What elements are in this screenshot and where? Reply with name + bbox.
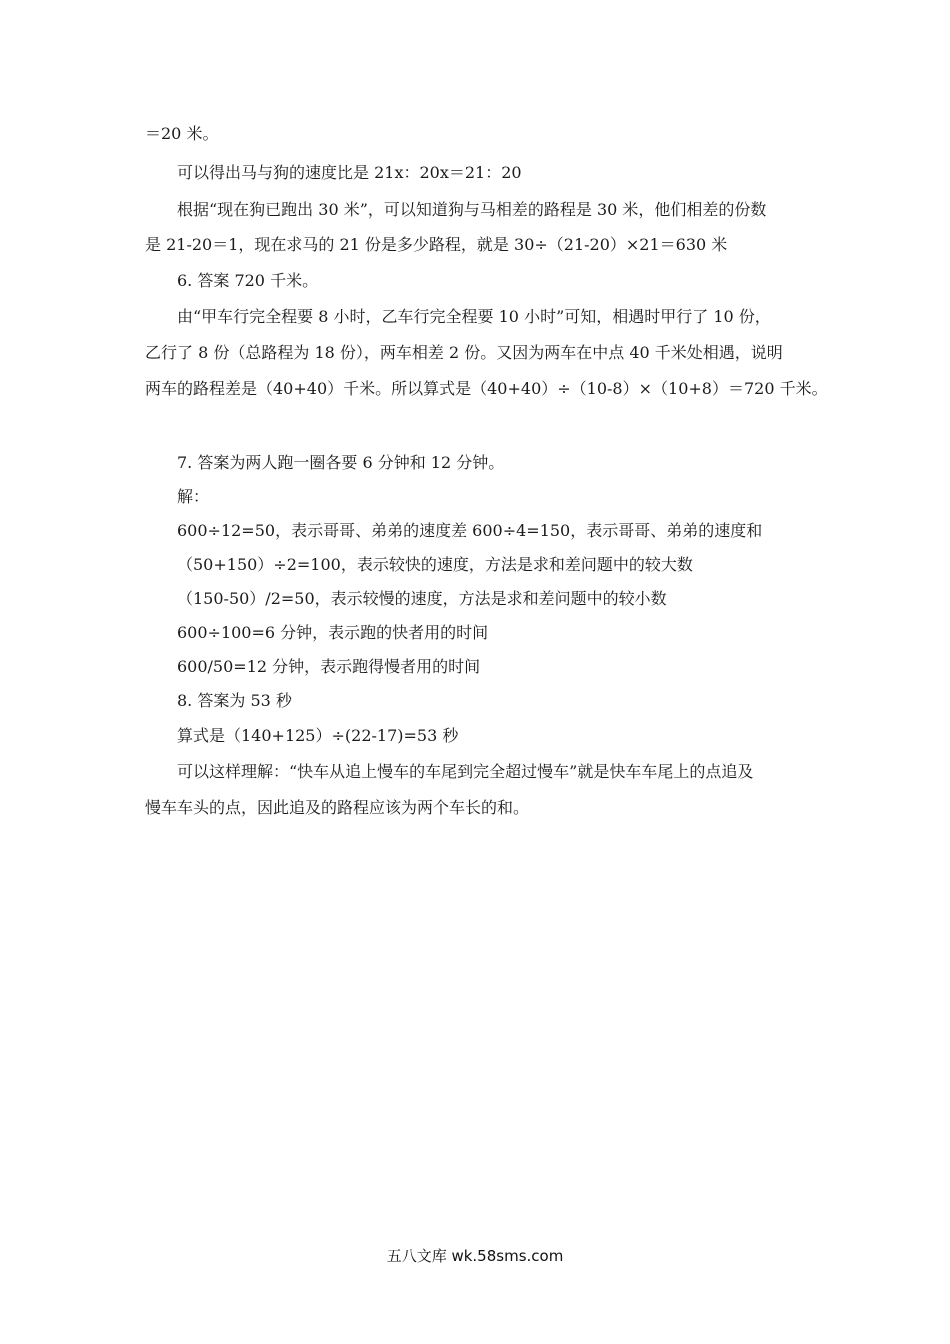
s7-line-5: 600/50=12 分钟，表示跑得慢者用的时间 xyxy=(177,657,481,676)
s5-line-2: 可以得出马与狗的速度比是 21x：20x＝21：20 xyxy=(177,163,522,182)
s7-line-3: （150-50）/2=50，表示较慢的速度，方法是求和差问题中的较小数 xyxy=(177,589,667,608)
s8-answer: 8. 答案为 53 秒 xyxy=(177,691,292,710)
s5-line-3: 根据“现在狗已跑出 30 米”，可以知道狗与马相差的路程是 30 米，他们相差的份数 xyxy=(177,200,767,219)
s5-line-1: ＝20 米。 xyxy=(145,124,219,143)
s8-line-1: 可以这样理解：“快车从追上慢车的车尾到完全超过慢车”就是快车车尾上的点追及 xyxy=(177,762,754,781)
s8-line-2: 慢车车头的点，因此追及的路程应该为两个车长的和。 xyxy=(145,798,530,817)
s6-line-1: 由“甲车行完全程要 8 小时，乙车行完全程要 10 小时”可知，相遇时甲行了 10 份， xyxy=(177,307,771,326)
s5-line-4: 是 21-20＝1，现在求马的 21 份是多少路程，就是 30÷（21-20）×21＝630 米 xyxy=(145,235,728,254)
s6-line-3: 两车的路程差是（40+40）千米。所以算式是（40+40）÷（10-8）×（10+8）＝720 千米。 xyxy=(145,379,828,398)
s7-line-4: 600÷100=6 分钟，表示跑的快者用的时间 xyxy=(177,623,489,642)
s7-line-2: （50+150）÷2=100，表示较快的速度，方法是求和差问题中的较大数 xyxy=(177,555,693,574)
s6-line-2: 乙行了 8 份（总路程为 18 份），两车相差 2 份。又因为两车在中点 40 千米处相遇，说明 xyxy=(145,343,783,362)
s7-line-1: 600÷12=50，表示哥哥、弟弟的速度差 600÷4=150，表示哥哥、弟弟的速度和 xyxy=(177,521,763,540)
s7-answer: 7. 答案为两人跑一圈各要 6 分钟和 12 分钟。 xyxy=(177,453,505,472)
s8-formula: 算式是（140+125）÷(22-17)=53 秒 xyxy=(177,726,459,745)
s6-answer: 6. 答案 720 千米。 xyxy=(177,271,319,290)
s7-solution-label: 解： xyxy=(177,487,210,506)
footer-watermark: 五八文库 wk.58sms.com xyxy=(386,1247,564,1265)
